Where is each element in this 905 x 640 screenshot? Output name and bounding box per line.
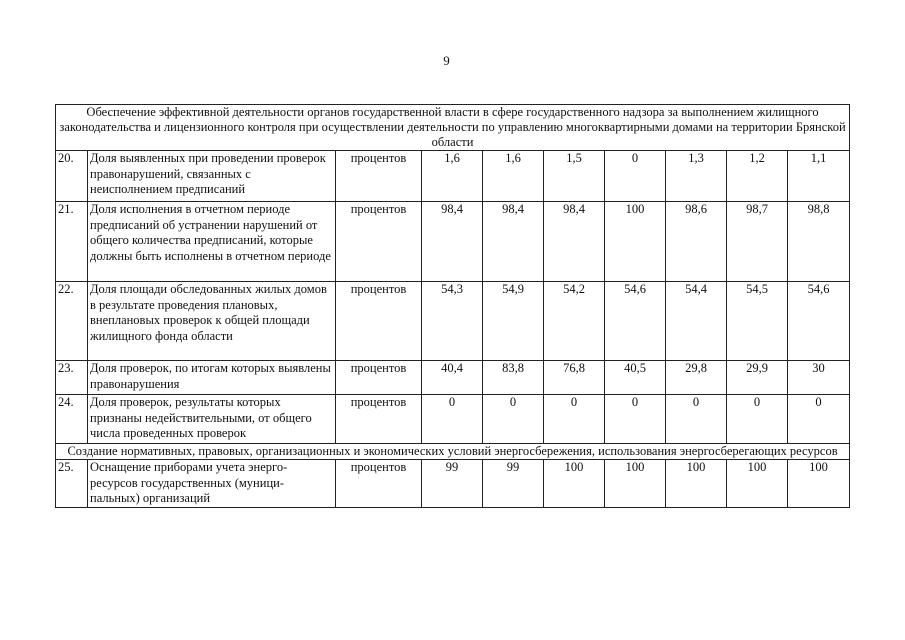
row-number: 20. — [56, 151, 88, 202]
value-cell: 100 — [605, 460, 666, 508]
value-cell: 99 — [483, 460, 544, 508]
section-heading: Обеспечение эффективной деятельности органов государственной власти в сфере государственного надзора за выполнением жилищного законодательства и лицензионного контроля при осуществлении деятельности по управлению многоквартирными домами на территории Брянской области — [56, 105, 850, 151]
indicator-name: Доля исполнения в отчетном периоде предписаний об устранении нарушений от общего количества предписаний, которые должны быть исполнены в отчетном периоде — [88, 202, 336, 282]
value-cell: 30 — [788, 361, 850, 395]
value-cell: 29,8 — [666, 361, 727, 395]
unit-cell: процентов — [336, 202, 422, 282]
unit-cell: процентов — [336, 282, 422, 361]
value-cell: 0 — [666, 395, 727, 444]
unit-cell: процентов — [336, 361, 422, 395]
table-row — [56, 202, 850, 282]
value-cell: 0 — [483, 395, 544, 444]
row-number: 23. — [56, 361, 88, 395]
value-cell: 100 — [727, 460, 788, 508]
indicator-name: Доля проверок, результаты которых признаны недействительными, от общего числа проведенных проверок — [88, 395, 336, 444]
row-number: 25. — [56, 460, 88, 508]
table-row — [56, 361, 850, 395]
indicator-name: Доля площади обследованных жилых домов в результате проведения плановых, внеплановых проверок к общей площади жилищного фонда области — [88, 282, 336, 361]
value-cell: 1,6 — [422, 151, 483, 202]
value-cell: 1,6 — [483, 151, 544, 202]
value-cell: 1,5 — [544, 151, 605, 202]
value-cell: 0 — [544, 395, 605, 444]
section-heading: Создание нормативных, правовых, организационных и экономических условий энергосбережения, использования энергосберегающих ресурсов — [56, 444, 850, 460]
value-cell: 40,4 — [422, 361, 483, 395]
value-cell: 54,9 — [483, 282, 544, 361]
value-cell: 0 — [422, 395, 483, 444]
value-cell: 0 — [727, 395, 788, 444]
indicator-name: Доля выявленных при проведении проверок правонарушений, связанных с неисполнением предписаний — [88, 151, 336, 202]
value-cell: 100 — [544, 460, 605, 508]
value-cell: 54,2 — [544, 282, 605, 361]
value-cell: 100 — [788, 460, 850, 508]
section-header-row — [56, 444, 850, 460]
value-cell: 54,5 — [727, 282, 788, 361]
value-cell: 54,3 — [422, 282, 483, 361]
value-cell: 0 — [605, 395, 666, 444]
table-row — [56, 395, 850, 444]
unit-cell: процентов — [336, 395, 422, 444]
value-cell: 98,4 — [483, 202, 544, 282]
value-cell: 83,8 — [483, 361, 544, 395]
unit-cell: процентов — [336, 151, 422, 202]
row-number: 21. — [56, 202, 88, 282]
value-cell: 54,6 — [605, 282, 666, 361]
page-number: 9 — [443, 53, 450, 68]
table-row — [56, 460, 850, 508]
value-cell: 98,4 — [422, 202, 483, 282]
unit-cell: процентов — [336, 460, 422, 508]
value-cell: 1,1 — [788, 151, 850, 202]
value-cell: 76,8 — [544, 361, 605, 395]
section-header-row — [56, 105, 850, 151]
table-row — [56, 282, 850, 361]
indicator-name: Оснащение приборами учета энерго-ресурсов государственных (муници-пальных) организаций — [88, 460, 336, 508]
value-cell: 54,6 — [788, 282, 850, 361]
value-cell: 0 — [605, 151, 666, 202]
table-row — [56, 151, 850, 202]
value-cell: 1,3 — [666, 151, 727, 202]
value-cell: 54,4 — [666, 282, 727, 361]
row-number: 24. — [56, 395, 88, 444]
indicators-table — [55, 104, 850, 508]
value-cell: 40,5 — [605, 361, 666, 395]
row-number: 22. — [56, 282, 88, 361]
value-cell: 29,9 — [727, 361, 788, 395]
value-cell: 0 — [788, 395, 850, 444]
value-cell: 1,2 — [727, 151, 788, 202]
indicator-name: Доля проверок, по итогам которых выявлены правонарушения — [88, 361, 336, 395]
value-cell: 98,8 — [788, 202, 850, 282]
value-cell: 98,4 — [544, 202, 605, 282]
value-cell: 100 — [666, 460, 727, 508]
value-cell: 98,7 — [727, 202, 788, 282]
value-cell: 98,6 — [666, 202, 727, 282]
value-cell: 99 — [422, 460, 483, 508]
value-cell: 100 — [605, 202, 666, 282]
